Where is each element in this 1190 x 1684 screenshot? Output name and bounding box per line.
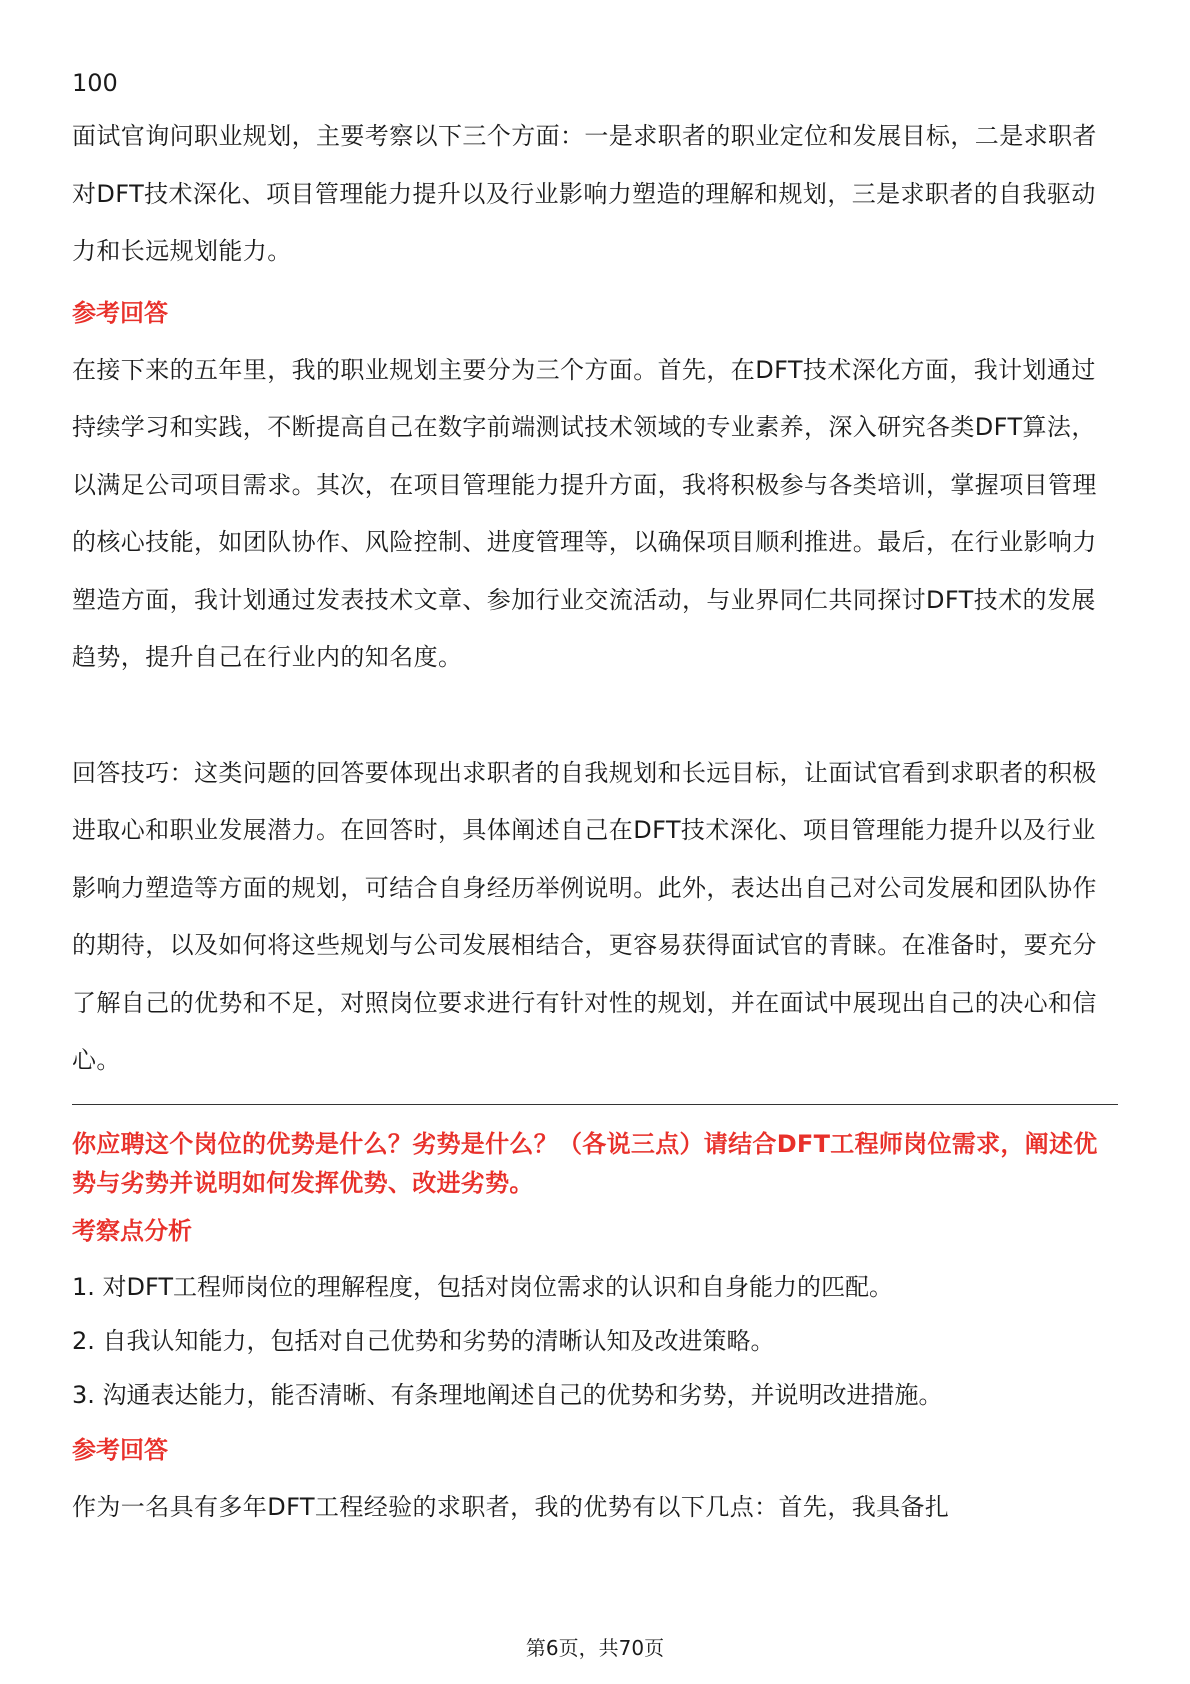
reference-answer-heading: 参考回答 (72, 298, 168, 327)
page-content (72, 58, 1118, 1536)
page-footer: 第6页，共70页 (525, 1636, 665, 1660)
analysis-heading: 考察点分析 (72, 1216, 192, 1245)
answer-tips-paragraph: 回答技巧：这类问题的回答要体现出求职者的自我规划和长远目标，让面试官看到求职者的积极进取心和职业发展潜力。在回答时，具体阐述自己在DFT技术深化、项目管理能力提升以及行业影响力塑造等方面的规划，可结合自身经历举例说明。此外，表达出自己对公司发展和团队协作的期待，以及如何将这些规划与公司发展相结合，更容易获得面试官的青睐。在准备时，要充分了解自己的优势和不足，对照岗位要求进行有针对性的规划，并在面试中展现出自己的决心和信心。 (72, 758, 1097, 1074)
reference-answer-paragraph-2: 作为一名具有多年DFT工程经验的求职者，我的优势有以下几点：首先，我具备扎 (72, 1492, 950, 1521)
analysis-paragraph: 面试官询问职业规划，主要考察以下三个方面：一是求职者的职业定位和发展目标，二是求职者对DFT技术深化、项目管理能力提升以及行业影响力塑造的理解和规划，三是求职者的自我驱动力和长远规划能力。 (72, 122, 1097, 265)
analysis-point-2: 2. 自我认知能力，包括对自己优势和劣势的清晰认知及改进策略。 (72, 1326, 775, 1355)
question-number: 100 (72, 69, 118, 97)
section-divider (72, 1104, 1118, 1105)
question-title: 你应聘这个岗位的优势是什么？劣势是什么？（各说三点）请结合DFT工程师岗位需求，阐述优势与劣势并说明如何发挥优势、改进劣势。 (72, 1129, 1098, 1197)
reference-answer-paragraph: 在接下来的五年里，我的职业规划主要分为三个方面。首先，在DFT技术深化方面，我计划通过持续学习和实践，不断提高自己在数字前端测试技术领域的专业素养，深入研究各类DFT算法，以满足公司项目需求。其次，在项目管理能力提升方面，我将积极参与各类培训，掌握项目管理的核心技能，如团队协作、风险控制、进度管理等，以确保项目顺利推进。最后，在行业影响力塑造方面，我计划通过发表技术文章、参加行业交流活动，与业界同仁共同探讨DFT技术的发展趋势，提升自己在行业内的知名度。 (72, 355, 1097, 671)
analysis-point-1: 1. 对DFT工程师岗位的理解程度，包括对岗位需求的认识和自身能力的匹配。 (72, 1272, 894, 1301)
reference-answer-heading-2: 参考回答 (72, 1435, 168, 1464)
analysis-point-3: 3. 沟通表达能力，能否清晰、有条理地阐述自己的优势和劣势，并说明改进措施。 (72, 1380, 943, 1409)
